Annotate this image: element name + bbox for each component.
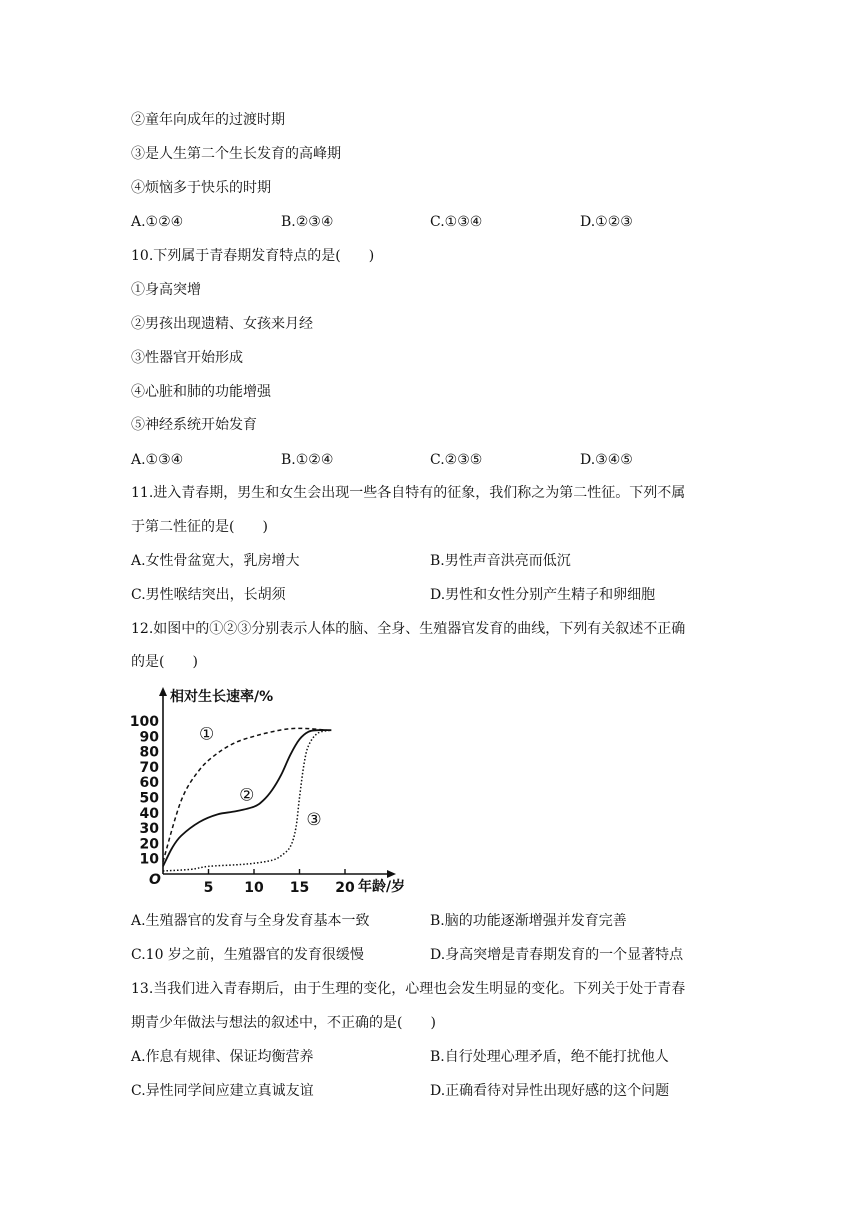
growth-rate-chart (128, 684, 418, 900)
q10-item-1: ①身高突增 (131, 282, 201, 298)
q12-stem-line-2: 的是( ) (131, 654, 198, 670)
y-tick-label: 100 (129, 714, 159, 730)
q10-option-c[interactable]: C.②③⑤ (430, 452, 483, 468)
q10-option-a[interactable]: A.①③④ (131, 452, 184, 468)
q9-option-d[interactable]: D.①②③ (580, 214, 633, 230)
q10-item-2: ②男孩出现遗精、女孩来月经 (131, 316, 313, 332)
q11-option-d[interactable]: D.男性和女性分别产生精子和卵细胞 (430, 587, 656, 603)
q12-option-d[interactable]: D.身高突增是青春期发育的一个显著特点 (430, 947, 684, 963)
q13-option-a[interactable]: A.作息有规律、保证均衡营养 (131, 1049, 314, 1065)
q13-option-b[interactable]: B.自行处理心理矛盾，绝不能打扰他人 (430, 1049, 669, 1065)
x-axis-label: 年龄/岁 (358, 879, 406, 895)
q13-stem-line-1: 13.当我们进入青春期后，由于生理的变化，心理也会发生明显的变化。下列关于处于青春 (131, 981, 686, 997)
q12-option-b[interactable]: B.脑的功能逐渐增强并发育完善 (430, 913, 627, 929)
q13-stem-line-2: 期青少年做法与想法的叙述中，不正确的是( ) (131, 1015, 436, 1031)
y-tick-label: 20 (139, 836, 159, 853)
q9-option-a[interactable]: A.①②④ (131, 214, 184, 230)
q12-stem-line-1: 12.如图中的①②③分别表示人体的脑、全身、生殖器官发育的曲线，下列有关叙述不正确 (131, 621, 686, 637)
series-label-3: ③ (306, 810, 322, 831)
q9-item-3: ③是人生第二个生长发育的高峰期 (131, 146, 341, 162)
y-axis-arrow (159, 687, 167, 696)
q13-option-c[interactable]: C.异性同学间应建立真诚友谊 (131, 1083, 314, 1099)
q10-item-5: ⑤神经系统开始发育 (131, 417, 257, 433)
q9-option-c[interactable]: C.①③④ (430, 214, 483, 230)
y-tick-label: 40 (139, 805, 159, 822)
y-tick-label: 50 (139, 790, 159, 807)
series-label-1: ① (199, 724, 215, 745)
q12-option-a[interactable]: A.生殖器官的发育与全身发育基本一致 (131, 913, 370, 929)
origin-label: O (149, 872, 161, 888)
q9-item-2: ②童年向成年的过渡时期 (131, 112, 285, 128)
x-tick-label: 15 (289, 880, 310, 896)
q11-stem-line-2: 于第二性征的是( ) (131, 519, 268, 535)
y-tick-label: 90 (139, 729, 159, 746)
q11-option-b[interactable]: B.男性声音洪亮而低沉 (430, 553, 571, 569)
y-tick-label: 30 (139, 821, 159, 838)
q11-option-c[interactable]: C.男性喉结突出，长胡须 (131, 587, 286, 603)
q10-item-4: ④心脏和肺的功能增强 (131, 384, 271, 400)
y-tick-label: 10 (139, 851, 159, 868)
q9-option-b[interactable]: B.②③④ (281, 214, 334, 230)
series-label-2: ② (239, 785, 255, 806)
x-tick-label: 5 (203, 880, 214, 896)
q10-option-d[interactable]: D.③④⑤ (580, 452, 633, 468)
q10-option-b[interactable]: B.①②④ (281, 452, 334, 468)
x-axis-arrow (387, 870, 396, 878)
y-tick-label: 80 (139, 744, 159, 761)
q10-stem: 10.下列属于青春期发育特点的是( ) (131, 248, 375, 264)
q13-option-d[interactable]: D.正确看待对异性出现好感的这个问题 (430, 1083, 670, 1099)
q10-item-3: ③性器官开始形成 (131, 350, 243, 366)
q12-option-c[interactable]: C.10 岁之前，生殖器官的发育很缓慢 (131, 947, 364, 963)
x-tick-label: 10 (244, 880, 264, 896)
chart-axes (149, 687, 405, 895)
y-axis-label: 相对生长速率/% (170, 689, 274, 705)
y-tick-label: 60 (139, 775, 159, 792)
q11-option-a[interactable]: A.女性骨盆宽大，乳房增大 (131, 553, 300, 569)
q11-stem-line-1: 11.进入青春期，男生和女生会出现一些各自特有的征象，我们称之为第二性征。下列不属 (131, 485, 686, 501)
x-tick-label: 20 (335, 880, 355, 896)
q9-item-4: ④烦恼多于快乐的时期 (131, 180, 271, 196)
y-tick-label: 70 (139, 759, 159, 776)
